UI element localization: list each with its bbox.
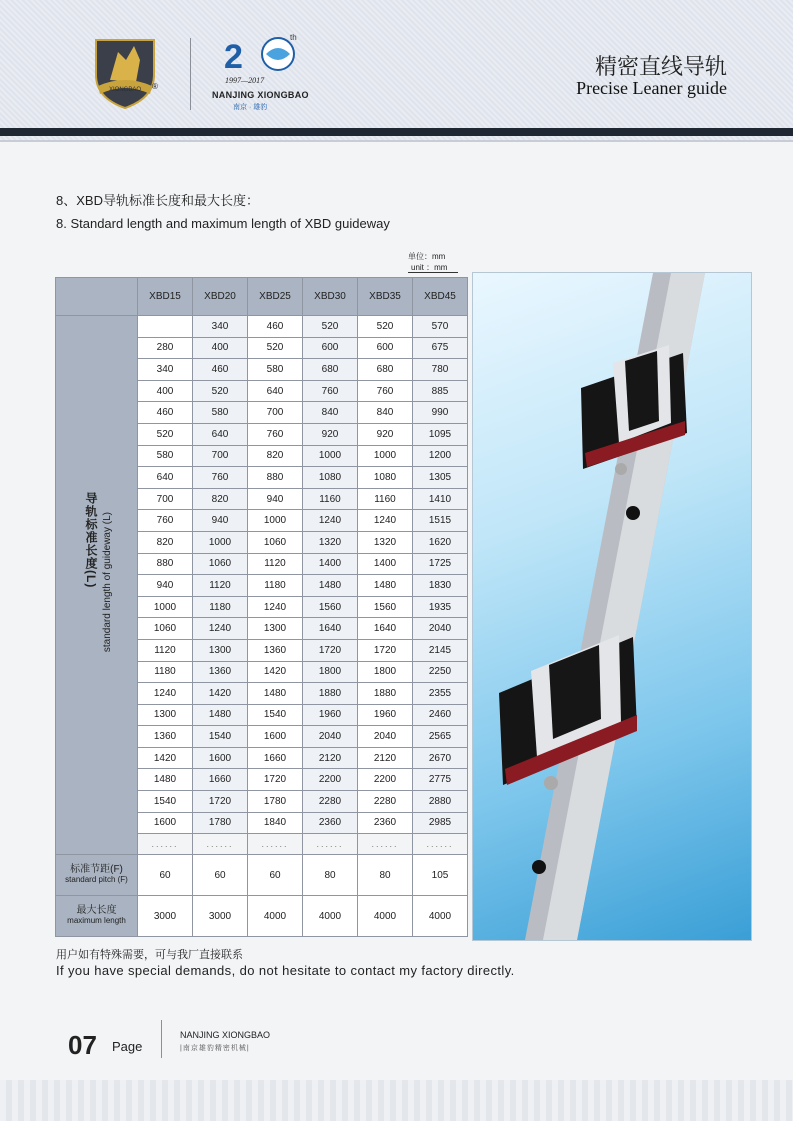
table-row bbox=[56, 316, 468, 338]
table-cell: 2280 bbox=[358, 791, 413, 813]
table-cell: 1240 bbox=[248, 596, 303, 618]
table-cell: 400 bbox=[138, 380, 193, 402]
table-cell: 600 bbox=[358, 337, 413, 359]
pitch-row bbox=[56, 855, 468, 896]
product-title-cn: 精密直线导轨 bbox=[594, 54, 727, 79]
table-cell: 580 bbox=[138, 445, 193, 467]
table-cell: 760 bbox=[358, 380, 413, 402]
header-divider bbox=[190, 38, 191, 110]
table-cell: 1420 bbox=[248, 661, 303, 683]
table-cell: 780 bbox=[413, 359, 468, 381]
xiongbao-logo-icon bbox=[90, 30, 160, 110]
table-cell: 640 bbox=[138, 467, 193, 489]
table-cell: 840 bbox=[303, 402, 358, 424]
note-en: If you have special demands, do not hesitate to contact my factory directly. bbox=[56, 963, 515, 978]
note-cn: 用户如有特殊需要，可与我厂直接联系 bbox=[56, 949, 243, 961]
table-corner bbox=[56, 278, 138, 316]
table-cell: 640 bbox=[193, 423, 248, 445]
max-length-row-cell: 4000 bbox=[413, 896, 468, 937]
table-cell: 1120 bbox=[193, 575, 248, 597]
table-cell: 820 bbox=[138, 531, 193, 553]
table-cell: 1600 bbox=[138, 812, 193, 834]
table-cell: 1305 bbox=[413, 467, 468, 489]
logo2-mark: th bbox=[290, 33, 297, 42]
logo-text: XIONGBAO bbox=[108, 87, 142, 93]
max-length-row bbox=[56, 896, 468, 937]
table-cell: 2360 bbox=[303, 812, 358, 834]
table-cell: 1480 bbox=[358, 575, 413, 597]
linear-guide-illustration bbox=[473, 273, 751, 940]
table-cell: 1515 bbox=[413, 510, 468, 532]
side-label-en: standard length of guideway (L) bbox=[102, 512, 113, 653]
side-label-cn: 导轨标准长度(L) bbox=[84, 492, 98, 589]
table-cell: 1120 bbox=[138, 639, 193, 661]
max-length-row-label bbox=[56, 896, 138, 937]
table-cell: 1240 bbox=[138, 683, 193, 705]
pitch-row-cell: 60 bbox=[193, 855, 248, 896]
table-cell: 1000 bbox=[303, 445, 358, 467]
table-cell: 1880 bbox=[303, 683, 358, 705]
table-cell: 1300 bbox=[193, 639, 248, 661]
table-cell: 1600 bbox=[248, 726, 303, 748]
table-cell: 1720 bbox=[358, 639, 413, 661]
table-cell: 1160 bbox=[358, 488, 413, 510]
table-cell: 1480 bbox=[248, 683, 303, 705]
table-cell: 920 bbox=[358, 423, 413, 445]
pitch-row-cell: 105 bbox=[413, 855, 468, 896]
max-length-row-cell: 4000 bbox=[303, 896, 358, 937]
table-cell: 1060 bbox=[248, 531, 303, 553]
footer-brand: NANJING XIONGBAO bbox=[180, 1030, 271, 1040]
ellipsis-cell: ...... bbox=[303, 834, 358, 855]
table-cell: 1480 bbox=[193, 704, 248, 726]
table-cell: 1540 bbox=[248, 704, 303, 726]
table-cell: 1780 bbox=[193, 812, 248, 834]
table-cell: 1420 bbox=[193, 683, 248, 705]
table-cell: 1560 bbox=[358, 596, 413, 618]
table-cell: 1560 bbox=[303, 596, 358, 618]
table-cell: 1240 bbox=[358, 510, 413, 532]
table-cell: 1240 bbox=[193, 618, 248, 640]
header-rule bbox=[0, 140, 793, 142]
table-cell: 1880 bbox=[358, 683, 413, 705]
table-cell: 940 bbox=[138, 575, 193, 597]
table-cell: 880 bbox=[138, 553, 193, 575]
table-cell: 1000 bbox=[138, 596, 193, 618]
max-length-row-cell: 3000 bbox=[138, 896, 193, 937]
page-label: Page bbox=[112, 1039, 143, 1054]
table-cell: 1410 bbox=[413, 488, 468, 510]
table-cell: 820 bbox=[193, 488, 248, 510]
table-cell: 1420 bbox=[138, 747, 193, 769]
table-cell: 520 bbox=[248, 337, 303, 359]
table-cell: 1480 bbox=[303, 575, 358, 597]
table-cell: 2250 bbox=[413, 661, 468, 683]
table-cell: 520 bbox=[193, 380, 248, 402]
table-cell: 1800 bbox=[303, 661, 358, 683]
table-cell: 760 bbox=[193, 467, 248, 489]
column-header: XBD15 bbox=[138, 278, 193, 316]
table-cell bbox=[138, 316, 193, 338]
table-cell: 2880 bbox=[413, 791, 468, 813]
table-cell: 520 bbox=[303, 316, 358, 338]
table-cell: 840 bbox=[358, 402, 413, 424]
table-cell: 1800 bbox=[358, 661, 413, 683]
table-cell: 680 bbox=[303, 359, 358, 381]
table-cell: 2145 bbox=[413, 639, 468, 661]
table-cell: 1180 bbox=[138, 661, 193, 683]
table-cell: 1080 bbox=[303, 467, 358, 489]
table-cell: 1640 bbox=[358, 618, 413, 640]
unit-label-en: unit ：mm bbox=[411, 263, 448, 272]
table-cell: 760 bbox=[138, 510, 193, 532]
footer-divider bbox=[161, 1020, 162, 1058]
table-cell: 940 bbox=[193, 510, 248, 532]
table-cell: 2670 bbox=[413, 747, 468, 769]
table-cell: 1620 bbox=[413, 531, 468, 553]
table-cell: 990 bbox=[413, 402, 468, 424]
ellipsis-cell: ...... bbox=[413, 834, 468, 855]
ellipsis-cell: ...... bbox=[193, 834, 248, 855]
table-cell: 570 bbox=[413, 316, 468, 338]
table-cell: 2040 bbox=[358, 726, 413, 748]
column-header: XBD35 bbox=[358, 278, 413, 316]
table-cell: 460 bbox=[193, 359, 248, 381]
table-cell: 760 bbox=[248, 423, 303, 445]
table-cell: 680 bbox=[358, 359, 413, 381]
table-cell: 1300 bbox=[138, 704, 193, 726]
pitch-row-label bbox=[56, 855, 138, 896]
section-title-en: 8. Standard length and maximum length of XBD guideway bbox=[56, 216, 390, 231]
table-cell: 2120 bbox=[358, 747, 413, 769]
table-cell: 1480 bbox=[138, 769, 193, 791]
unit-label-cn: 单位：mm bbox=[408, 252, 446, 261]
bottom-strip bbox=[0, 1080, 793, 1121]
header-bar bbox=[0, 128, 793, 136]
table-cell: 460 bbox=[138, 402, 193, 424]
table-cell: 2775 bbox=[413, 769, 468, 791]
column-header: XBD45 bbox=[413, 278, 468, 316]
table-cell: 1725 bbox=[413, 553, 468, 575]
table-cell: 1540 bbox=[193, 726, 248, 748]
table-cell: 2355 bbox=[413, 683, 468, 705]
table-cell: 1000 bbox=[358, 445, 413, 467]
max-length-row-cell: 4000 bbox=[358, 896, 413, 937]
table-cell: 1400 bbox=[303, 553, 358, 575]
table-cell: 2565 bbox=[413, 726, 468, 748]
max-length-row-cell: 3000 bbox=[193, 896, 248, 937]
table-cell: 1320 bbox=[358, 531, 413, 553]
table-cell: 1660 bbox=[248, 747, 303, 769]
table-cell: 2460 bbox=[413, 704, 468, 726]
table-cell: 675 bbox=[413, 337, 468, 359]
table-cell: 460 bbox=[248, 316, 303, 338]
table-cell: 1360 bbox=[248, 639, 303, 661]
anniversary-years: 1997—2017 bbox=[225, 76, 265, 85]
table-cell: 1935 bbox=[413, 596, 468, 618]
table-cell: 1540 bbox=[138, 791, 193, 813]
table-cell: 2040 bbox=[303, 726, 358, 748]
max-length-row-cell: 4000 bbox=[248, 896, 303, 937]
table-cell: 1060 bbox=[138, 618, 193, 640]
table-cell: 1320 bbox=[303, 531, 358, 553]
footer-brand-cn: |南京雄豹精密机械| bbox=[180, 1045, 250, 1052]
anniversary-logo-icon bbox=[222, 30, 300, 80]
table-cell: 340 bbox=[193, 316, 248, 338]
table-cell: 1180 bbox=[248, 575, 303, 597]
table-cell: 1720 bbox=[303, 639, 358, 661]
table-cell: 1400 bbox=[358, 553, 413, 575]
table-cell: 640 bbox=[248, 380, 303, 402]
table-cell: 885 bbox=[413, 380, 468, 402]
table-cell: 760 bbox=[303, 380, 358, 402]
side-label-cell bbox=[56, 316, 138, 855]
table-cell: 2120 bbox=[303, 747, 358, 769]
table-header-row bbox=[56, 278, 468, 316]
table-cell: 1830 bbox=[413, 575, 468, 597]
table-cell: 1840 bbox=[248, 812, 303, 834]
ellipsis-cell: ...... bbox=[358, 834, 413, 855]
table-cell: 700 bbox=[138, 488, 193, 510]
table-cell: 700 bbox=[248, 402, 303, 424]
table-cell: 2985 bbox=[413, 812, 468, 834]
pitch-row-cell: 60 bbox=[138, 855, 193, 896]
max-length-row-label-cn: 最大长度 bbox=[76, 905, 117, 917]
table-cell: 400 bbox=[193, 337, 248, 359]
table-cell: 1720 bbox=[193, 791, 248, 813]
table-cell: 2200 bbox=[303, 769, 358, 791]
brand-name: NANJING XIONGBAO bbox=[212, 90, 309, 100]
table-cell: 1300 bbox=[248, 618, 303, 640]
table-cell: 2360 bbox=[358, 812, 413, 834]
table-cell: 1000 bbox=[193, 531, 248, 553]
pitch-row-label-cn: 标准节距(F) bbox=[70, 864, 123, 876]
table-cell: 280 bbox=[138, 337, 193, 359]
table-cell: 520 bbox=[138, 423, 193, 445]
column-header: XBD25 bbox=[248, 278, 303, 316]
table-cell: 1180 bbox=[193, 596, 248, 618]
table-cell: 580 bbox=[193, 402, 248, 424]
table-cell: 1240 bbox=[303, 510, 358, 532]
pitch-row-cell: 80 bbox=[358, 855, 413, 896]
page-number: 07 bbox=[68, 1030, 97, 1060]
table-cell: 580 bbox=[248, 359, 303, 381]
product-title-en: Precise Leaner guide bbox=[576, 78, 727, 98]
pitch-row-label-en: standard pitch (F) bbox=[65, 875, 128, 885]
table-cell: 1360 bbox=[138, 726, 193, 748]
pitch-row-cell: 80 bbox=[303, 855, 358, 896]
table-cell: 1095 bbox=[413, 423, 468, 445]
column-header: XBD20 bbox=[193, 278, 248, 316]
section-title-cn: 8、XBD导轨标准长度和最大长度： bbox=[56, 193, 259, 208]
table-cell: 920 bbox=[303, 423, 358, 445]
linear-guide-photo bbox=[472, 272, 752, 941]
table-cell: 1160 bbox=[303, 488, 358, 510]
brand-name-cn: 南京 · 雄豹 bbox=[233, 104, 268, 111]
svg-text:2: 2 bbox=[224, 38, 243, 76]
table-cell: 2200 bbox=[358, 769, 413, 791]
table-cell: 880 bbox=[248, 467, 303, 489]
pitch-row-cell: 60 bbox=[248, 855, 303, 896]
rail-hole-icon bbox=[626, 506, 640, 520]
table-cell: 1060 bbox=[193, 553, 248, 575]
table-cell: 1780 bbox=[248, 791, 303, 813]
ellipsis-cell: ...... bbox=[248, 834, 303, 855]
table-cell: 1660 bbox=[193, 769, 248, 791]
table-cell: 1080 bbox=[358, 467, 413, 489]
guideway-length-table bbox=[55, 277, 468, 937]
table-cell: 340 bbox=[138, 359, 193, 381]
table-cell: 2280 bbox=[303, 791, 358, 813]
table-cell: 1640 bbox=[303, 618, 358, 640]
table-cell: 1960 bbox=[358, 704, 413, 726]
max-length-row-label-en: maximum length bbox=[67, 916, 126, 926]
table-cell: 1000 bbox=[248, 510, 303, 532]
registered-mark: ® bbox=[152, 82, 158, 91]
table-cell: 940 bbox=[248, 488, 303, 510]
table-cell: 1200 bbox=[413, 445, 468, 467]
column-header: XBD30 bbox=[303, 278, 358, 316]
table-cell: 600 bbox=[303, 337, 358, 359]
ellipsis-cell: ...... bbox=[138, 834, 193, 855]
table-cell: 700 bbox=[193, 445, 248, 467]
table-cell: 820 bbox=[248, 445, 303, 467]
table-cell: 1960 bbox=[303, 704, 358, 726]
table-cell: 1600 bbox=[193, 747, 248, 769]
table-cell: 1120 bbox=[248, 553, 303, 575]
table-cell: 520 bbox=[358, 316, 413, 338]
table-cell: 2040 bbox=[413, 618, 468, 640]
rail-hole-icon bbox=[532, 860, 546, 874]
table-cell: 1360 bbox=[193, 661, 248, 683]
unit-underline bbox=[408, 272, 458, 273]
table-cell: 1720 bbox=[248, 769, 303, 791]
